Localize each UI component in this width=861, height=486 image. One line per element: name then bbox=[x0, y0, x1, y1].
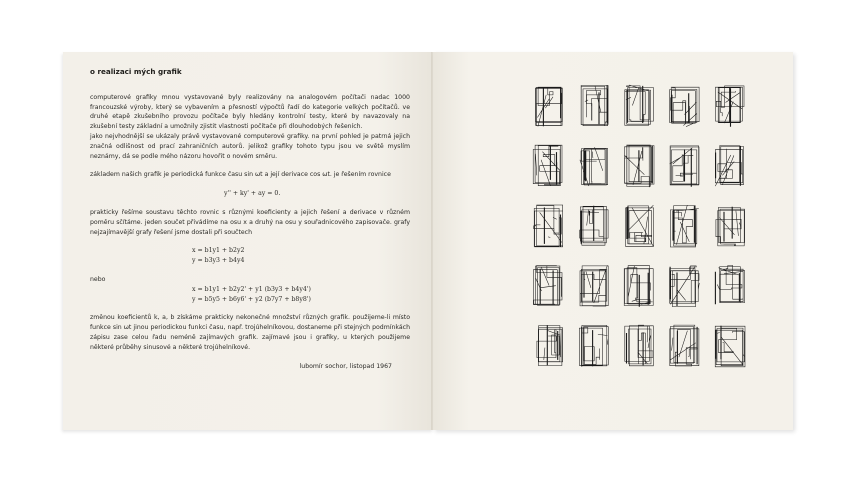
plotter-graphic bbox=[715, 266, 744, 305]
plotter-graphic bbox=[670, 205, 698, 247]
computer-graphics-grid bbox=[525, 76, 753, 376]
plotter-lines bbox=[534, 205, 563, 247]
left-page bbox=[63, 52, 433, 430]
plotter-heavy-lines bbox=[627, 206, 628, 239]
plotter-graphic bbox=[536, 87, 563, 126]
plotter-heavy-lines bbox=[716, 146, 741, 186]
plotter-graphic bbox=[534, 205, 563, 247]
plotter-graphic bbox=[580, 147, 608, 186]
plotter-graphic bbox=[670, 266, 700, 307]
plotter-heavy-lines bbox=[550, 146, 556, 184]
equation-1: y'' + ky' + ay = 0. bbox=[224, 190, 281, 198]
plotter-lines bbox=[533, 145, 562, 186]
plotter-graphic bbox=[715, 326, 745, 367]
article-title: o realizaci mých grafik bbox=[90, 67, 182, 76]
plotter-heavy-lines bbox=[544, 208, 560, 248]
paragraph-4: prakticky řešíme soustavu těchto rovnic s různými koeficienty a jejich řešení a derivace v různém poměru sčítáme. jeden součet přivádíme na osu x a druhý na osu y souřadnicového zapisovače. grafy nejzajímavější grafy řešení jsme dostali při součtech bbox=[90, 208, 410, 236]
plotter-lines bbox=[670, 325, 699, 366]
paragraph-3: základem našich grafik je periodická funkce času sin ωt a její derivace cos ωt. je řešením rovnice bbox=[90, 171, 391, 179]
plotter-heavy-lines bbox=[627, 332, 644, 365]
plotter-graphic bbox=[537, 325, 563, 365]
plotter-lines bbox=[715, 146, 743, 187]
plotter-lines bbox=[625, 325, 654, 366]
equation-4: x = b1y1 + b2y2' + y1 (b3y3 + b4y4') bbox=[192, 285, 311, 293]
plotter-graphic bbox=[533, 266, 562, 306]
plotter-lines bbox=[581, 86, 608, 126]
plotter-heavy-lines bbox=[584, 271, 593, 301]
equation-5: y = b5y5 + b6y6' + y2 (b7y7 + b8y8') bbox=[192, 295, 311, 303]
paragraph-1: computerové grafiky mnou vystavované byly realizovány na analogovém počítači nadac 1000 francouzské výroby, který se vybavením a přesností výpočtů řadí do kategorie velkých počítačů. ve druhé etapě zkušebního provozu počítače byly hledány kontrolní testy, které by navazovaly na zkušební testy základní a umožnily zjistit vlastnosti počítače při dlouhodobých řešeních. bbox=[90, 93, 410, 131]
author-signature: lubomír sochor, listopad 1967 bbox=[299, 362, 392, 370]
plotter-graphic bbox=[716, 86, 745, 127]
plotter-graphic bbox=[625, 85, 654, 125]
plotter-graphic bbox=[581, 85, 608, 126]
plotter-graphic bbox=[626, 205, 654, 246]
right-page bbox=[433, 52, 793, 430]
equation-3: y = b3y3 + b4y4 bbox=[192, 257, 245, 265]
label-nebo: nebo bbox=[90, 275, 106, 283]
plotter-graphic bbox=[579, 325, 608, 366]
plotter-lines bbox=[716, 208, 745, 246]
graphics-gallery bbox=[525, 76, 753, 376]
plotter-graphic bbox=[533, 145, 562, 186]
plotter-lines bbox=[533, 266, 562, 306]
plotter-lines bbox=[625, 85, 654, 125]
plotter-graphic bbox=[716, 207, 745, 246]
plotter-graphic bbox=[625, 325, 654, 366]
plotter-lines bbox=[536, 87, 563, 126]
plotter-lines bbox=[626, 205, 654, 246]
plotter-lines bbox=[670, 87, 699, 126]
plotter-graphic bbox=[715, 146, 743, 187]
plotter-graphic bbox=[580, 265, 608, 306]
plotter-lines bbox=[624, 266, 653, 306]
plotter-heavy-lines bbox=[585, 150, 586, 181]
paragraph-5: změnou koeficientů k, a, b získáme prakticky nekonečné množství různých grafik. použijeme-li místo funkce sin ωt jinou periodickou funkci času, např. trojúhelníkovou, dostaneme při stejných podmínkách zápisu zase celou řadu neméně zajímavých grafik. zajímavé jsou i grafiky, u kterých použijeme některé průběhy sinusové a některé trojúhelníkové. bbox=[90, 314, 410, 351]
equation-2: x = b1y1 + b2y2 bbox=[192, 247, 245, 255]
plotter-lines bbox=[537, 326, 563, 366]
plotter-heavy-lines bbox=[730, 88, 731, 127]
plotter-lines bbox=[717, 266, 744, 303]
plotter-heavy-lines bbox=[599, 85, 607, 124]
plotter-lines bbox=[580, 147, 608, 186]
open-booklet bbox=[63, 52, 793, 430]
plotter-graphic bbox=[624, 145, 654, 187]
plotter-graphic bbox=[670, 146, 699, 187]
plotter-graphic bbox=[670, 87, 699, 126]
plotter-lines bbox=[670, 266, 700, 307]
plotter-heavy-lines bbox=[677, 327, 697, 364]
plotter-graphic bbox=[624, 266, 653, 307]
paragraph-2: jako nejvhodnější se ukázaly právě vystavované computerové grafiky. na první pohled je patrná jejich značná odlišnost od prací zahraničních autorů. jelikož grafiky tohoto typu jsou ve světě myslím neznámy, dá se podle mého názoru hovořit o novém směru. bbox=[90, 132, 410, 160]
article-text bbox=[90, 67, 410, 371]
plotter-graphic bbox=[580, 206, 608, 245]
plotter-graphic bbox=[670, 325, 699, 366]
plotter-lines bbox=[579, 325, 608, 366]
plotter-heavy-lines bbox=[685, 148, 692, 187]
plotter-lines bbox=[715, 326, 745, 367]
